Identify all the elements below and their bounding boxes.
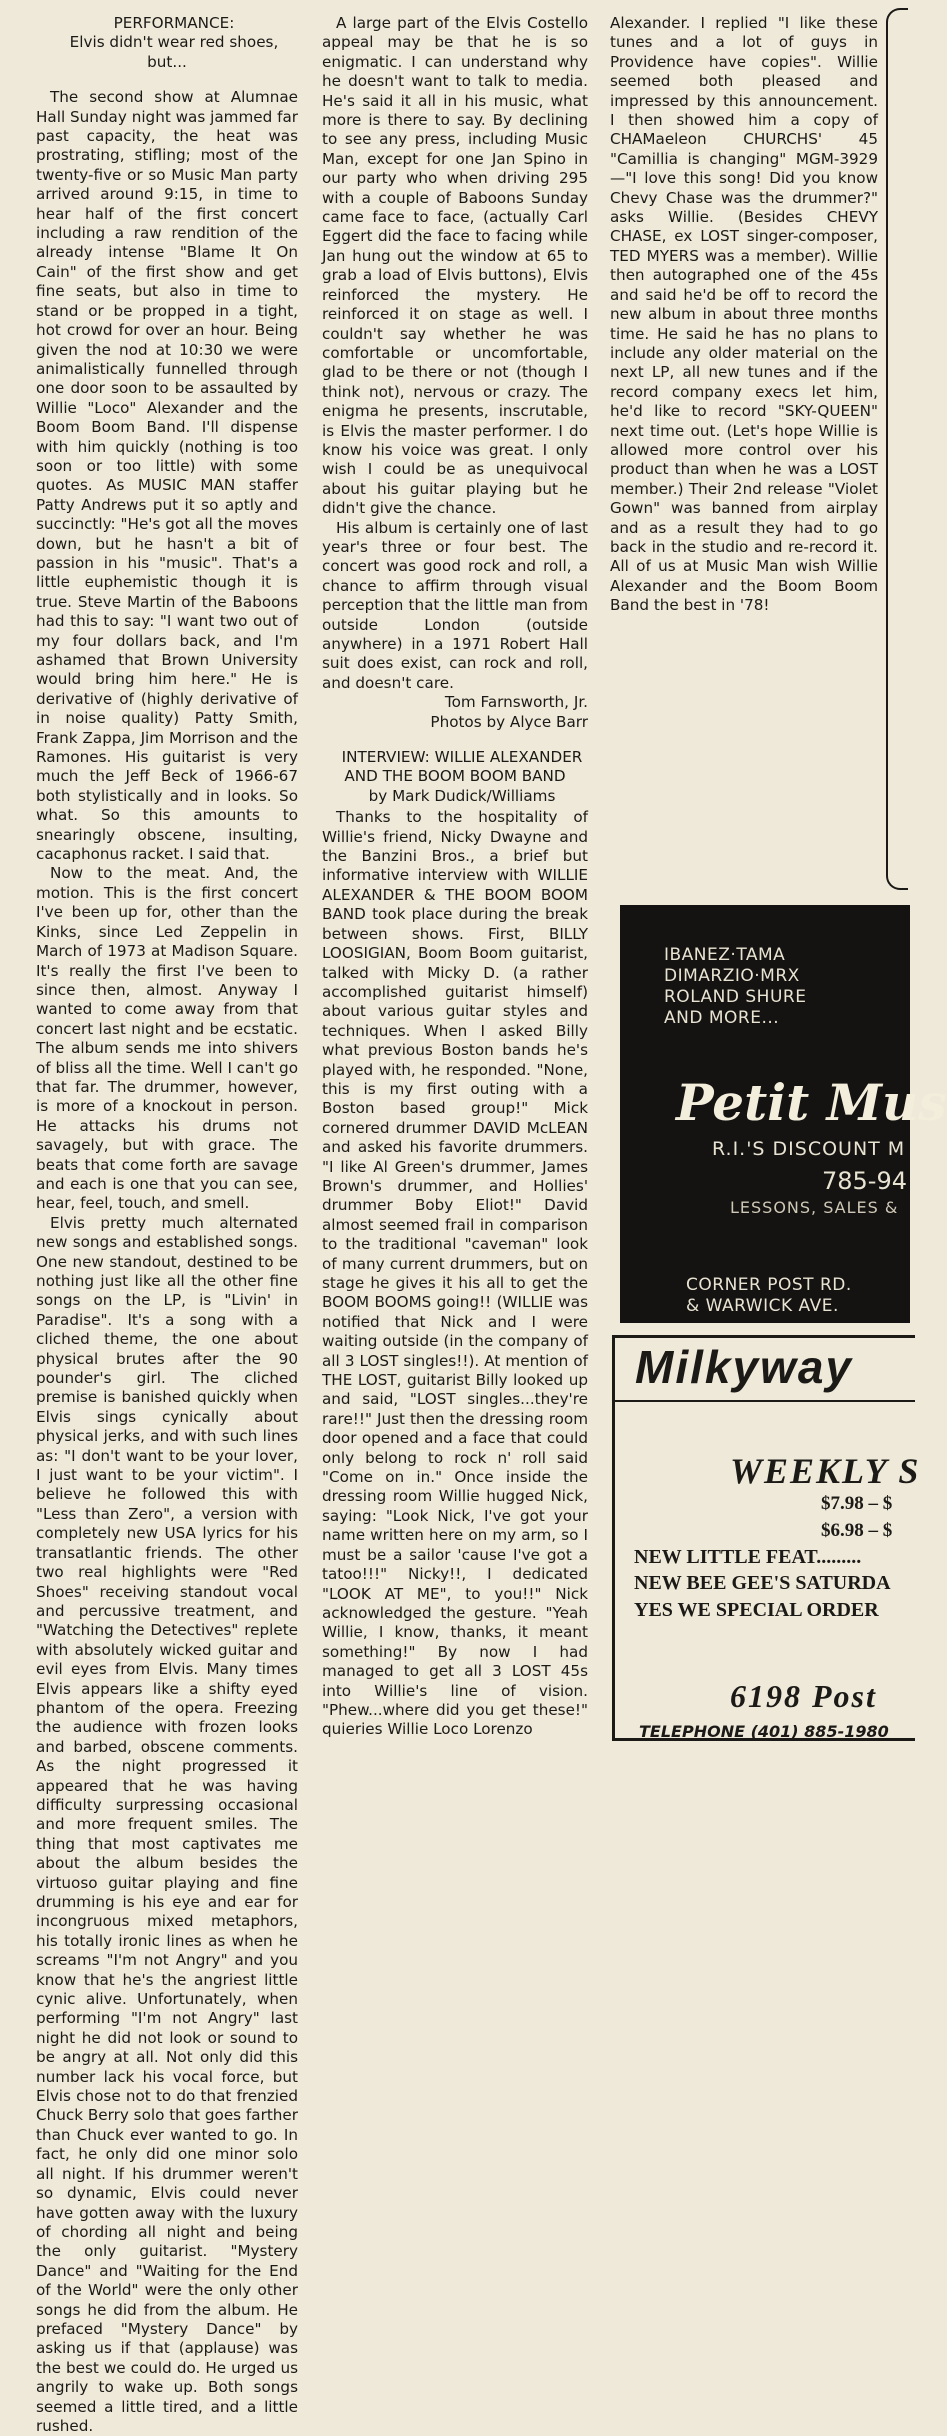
ad-phone: 785-94	[822, 1167, 908, 1195]
ad-services: LESSONS, SALES &	[730, 1198, 899, 1217]
review-photo-credit: Photos by Alyce Barr	[430, 712, 588, 731]
ad-tagline: R.I.'S DISCOUNT M	[712, 1138, 906, 1160]
ad-border-frame	[886, 8, 908, 890]
special-line: NEW LITTLE FEAT.........	[634, 1546, 862, 1568]
ad-address-line: CORNER POST RD.	[686, 1275, 852, 1295]
review-paragraph-4: A large part of the Elvis Costello appeal may be that he is so enigmatic. I can understand why he doesn't want to talk to media. He's said it all in his music, what more is there to say. By declining to see any press, including Music Man, except for one Jan Spino in our party who when driving 295 with a couple of Baboons Sunday came face to face, (actually Carl Eggert did the face to facing while Jan hung out the window at 65 to grab a load of Elvis buttons), Elvis reinforced the mystery. He reinforced it on stage as well. I couldn't say whether he was comfortable or uncomfortable, glad to be there or not (though I think not), nervous or crazy. The enigma he presents, inscrutable, is Elvis the master performer. I do know his voice was great. I only wish I could be as unequivocal about his guitar playing but he didn't give the chance.	[322, 14, 588, 518]
ad-address-line: & WARWICK AVE.	[686, 1296, 839, 1316]
interview-paragraph-continued: Alexander. I replied "I like these tunes and a lot of guys in Providence have copies". Willie seemed both pleased and impressed by this announcement. I then showed him a copy of CHAMaeleon CHURCHS' 45 "Camillia is changing" MGM-3929—"I love this song! Did you know Chevy Chase was the drummer?" asks Willie. (Besides CHEVY CHASE, ex LOST singer-composer, TED MYERS was a member). Willie then autographed one of the 45s and said he'd be off to record the new album in about three months time. He said he has no plans to include any older material on the next LP, all new tunes and if the record company execs let him, he'd like to record "SKY-QUEEN" next time out. (Let's hope Willie is allowed more control over his product than when he was a LOST member.) Their 2nd release "Violet Gown" was banned from airplay and as a result they had to go back in the studio and re-record it. All of us at Music Man wish Willie Alexander and the Boom Boom Band the best in '78!	[610, 14, 878, 615]
telephone: TELEPHONE (401) 885-1980	[639, 1722, 889, 1741]
review-column-2	[322, 14, 588, 1740]
review-paragraph-2: Now to the meat. And, the motion. This is the first concert I've been up for, other than the Kinks, since Led Zeppelin in March of 1973 at Madison Square. It's really the first I've been to since then, almost. Anyway I wanted to come away from that concert last night and be ecstatic. The album sends me into shivers of bliss all the time. Well I can't go that far. The drummer, however, is more of a knockout in person. He attacks his drums not savagely, but with grace. The beats that come forth are savage and each is one that you can see, hear, feel, touch, and smell.	[36, 864, 298, 1213]
street-address: 6198 Post	[730, 1678, 877, 1714]
review-paragraph-1: The second show at Alumnae Hall Sunday night was jammed far past capacity, the heat was prostrating, stifling; most of the twenty-five or so Music Man party arrived around 9:15, in time to hear half of the first concert including a raw rendition of the already intense "Blame It On Cain" of the first show and get fine seats, but also in time to stand or be propped in a tight, hot crowd for over an hour. Being given the nod at 10:30 we were animalistically funnelled through one door soon to be assaulted by Willie "Loco" Alexander and the Boom Boom Band. I'll dispense with him quickly (nothing is too soon or too little) with some quotes. As MUSIC MAN staffer Patty Andrews put it so aptly and succinctly: "He's got all the moves down, but he hasn't a bit of passion in his "music". That's a little euphemistic though it is true. Steve Martin of the Baboons had this to say: "I want two out of my four dollars back, and I'm ashamed that Brown University would bring him here." He is derivative of (highly derivative of in noise quality) Patty Smith, Frank Zappa, Jim Morrison and the Ramones. His guitarist is very much the Jeff Beck of 1966-67 both stylistically and in looks. So what. So this amounts to snearingly obscene, insulting, cacaphonus racket. I said that.	[36, 88, 298, 864]
interview-byline: by Mark Dudick/Williams	[368, 786, 556, 805]
special-line: NEW BEE GEE'S SATURDA	[634, 1572, 891, 1594]
ad-brand-line: ROLAND SHURE	[664, 987, 807, 1007]
ad-brand-line: DIMARZIO·MRX	[664, 966, 800, 986]
spacer	[36, 72, 298, 88]
ad-address	[686, 1275, 852, 1317]
spacer	[322, 732, 588, 748]
interview-paragraph-1: Thanks to the hospitality of Willie's friend, Nicky Dwayne and the Banzini Bros., a brief but informative interview with WILLIE ALEXANDER & THE BOOM BOOM BAND took place during the break between shows. First, BILLY LOOSIGIAN, Boom Boom guitarist, talked with Micky D. (a rather accomplished guitarist himself) about various guitar styles and techniques. When I asked Billy what previous Boston bands he's played with, he responded. "None, this is my first outing with a Boston based group!" Mick cornered drummer DAVID McLEAN and asked his favorite drummers. "I like Al Green's drummer, James Brown's drummer, and Hollies' drummer Boby Eliot!" David almost seemed frail in comparison to the traditional "caveman" look of many current drummers, but on stage he gives it his all to get the BOOM BOOMS going!! (WILLIE was notified that Nick and I were waiting outside (in the company of all 3 LOST singles!!). At mention of THE LOST, guitarist Billy looked up and said, "LOST singles...they're rare!!" Just then the dressing room door opened and a face that could only belong to rock n' roll said "Come on in." Once inside the dressing room Willie hugged Nick, saying: "Look Nick, I've got your name written here on my arm, so I must be a sailor 'cause I've got a tatoo!!!" Nicky!!, I dedicated "LOOK AT ME", to you!!" Nick acknowledged the gesture. "Yeah Willie, I know, thanks, it meant something!" By now I had managed to get all 3 LOST 45s into Willie's line of vision. "Phew...where did you get these!" quieries Willie Loco Lorenzo	[322, 808, 588, 1739]
ad-brand-line: AND MORE...	[664, 1008, 780, 1028]
ad-brand-list	[664, 945, 806, 1029]
review-subheading: Elvis didn't wear red shoes, but...	[69, 33, 279, 71]
review-column-1	[36, 14, 298, 2436]
ad-brand-line: IBANEZ·TAMA	[664, 945, 786, 965]
divider	[615, 1400, 915, 1402]
interview-heading: INTERVIEW: WILLIE ALEXANDER AND THE BOOM BOOM BAND	[341, 748, 583, 786]
petit-music-ad	[620, 905, 947, 1323]
review-heading: PERFORMANCE:	[113, 14, 235, 32]
interview-column-3	[610, 14, 878, 884]
ad-store-name: Petit Mus	[676, 1073, 947, 1132]
price-line: $7.98 – $	[821, 1493, 893, 1514]
price-line: $6.98 – $	[821, 1520, 893, 1541]
review-paragraph-3: Elvis pretty much alternated new songs and established songs. One new standout, destined to be nothing just like all the other fine songs on the LP, is "Livin' in Paradise". It's a song with a cliched theme, the one about physical brutes after the 90 pounder's girl. The cliched premise is banished quickly when Elvis sings cynically about physical jerks, and with such lines as: "I don't want to be your lover, I just want to be your victim". I believe he followed this with "Less than Zero", a version with completely new USA lyrics for his transatlantic friends. The other two real highlights were "Red Shoes" receiving standout vocal and percussive treatment, and "Watching the Detectives" replete with absolutely wicked guitar and evil eyes from Elvis. Many times Elvis appears like a shifty eyed phantom of the opera. Freezing the audience with frozen looks and barbed, obscene comments. As the night progressed it appeared that he was having difficulty surpressing occasional and more frequent smiles. The thing that most captivates me about the album besides the virtuoso guitar playing and fine drumming is his eye and ear for incongruous mixed metaphors, his totally ironic lines as when he screams "I'm not Angry" and you know that he's the angriest little cynic alive. Unfortunately, when performing "I'm not Angry" last night he did not look or sound to be angry at all. Not only did this number lack his vocal force, but Elvis chose not to do that frenzied Chuck Berry solo that goes farther than Chuck ever wanted to go. In fact, he only did one minor solo all night. If his drummer weren't so dynamic, Elvis could never have gotten away with the luxury of chording all night and being the only guitarist. "Mystery Dance" and "Waiting for the End of the World" were the only other songs he did from the album. He prefaced "Mystery Dance" by asking us if that (applause) was the best we could do. He urged us angrily to wake up. Both songs seemed a little tired, and a little rushed.	[36, 1213, 298, 2435]
milkyway-ad	[612, 1335, 921, 1741]
review-author: Tom Farnsworth, Jr.	[444, 693, 588, 712]
weekly-specials-heading: WEEKLY S	[730, 1451, 921, 1491]
milkyway-brand: Milkyway	[635, 1341, 853, 1393]
special-line: YES WE SPECIAL ORDER	[634, 1599, 879, 1621]
review-paragraph-5: His album is certainly one of last year's three or four best. The concert was good rock and roll, a chance to affirm through visual perception that the little man from outside London (outside anywhere) in a 1971 Robert Hall suit does exist, can rock and roll, and doesn't care.	[322, 518, 588, 692]
